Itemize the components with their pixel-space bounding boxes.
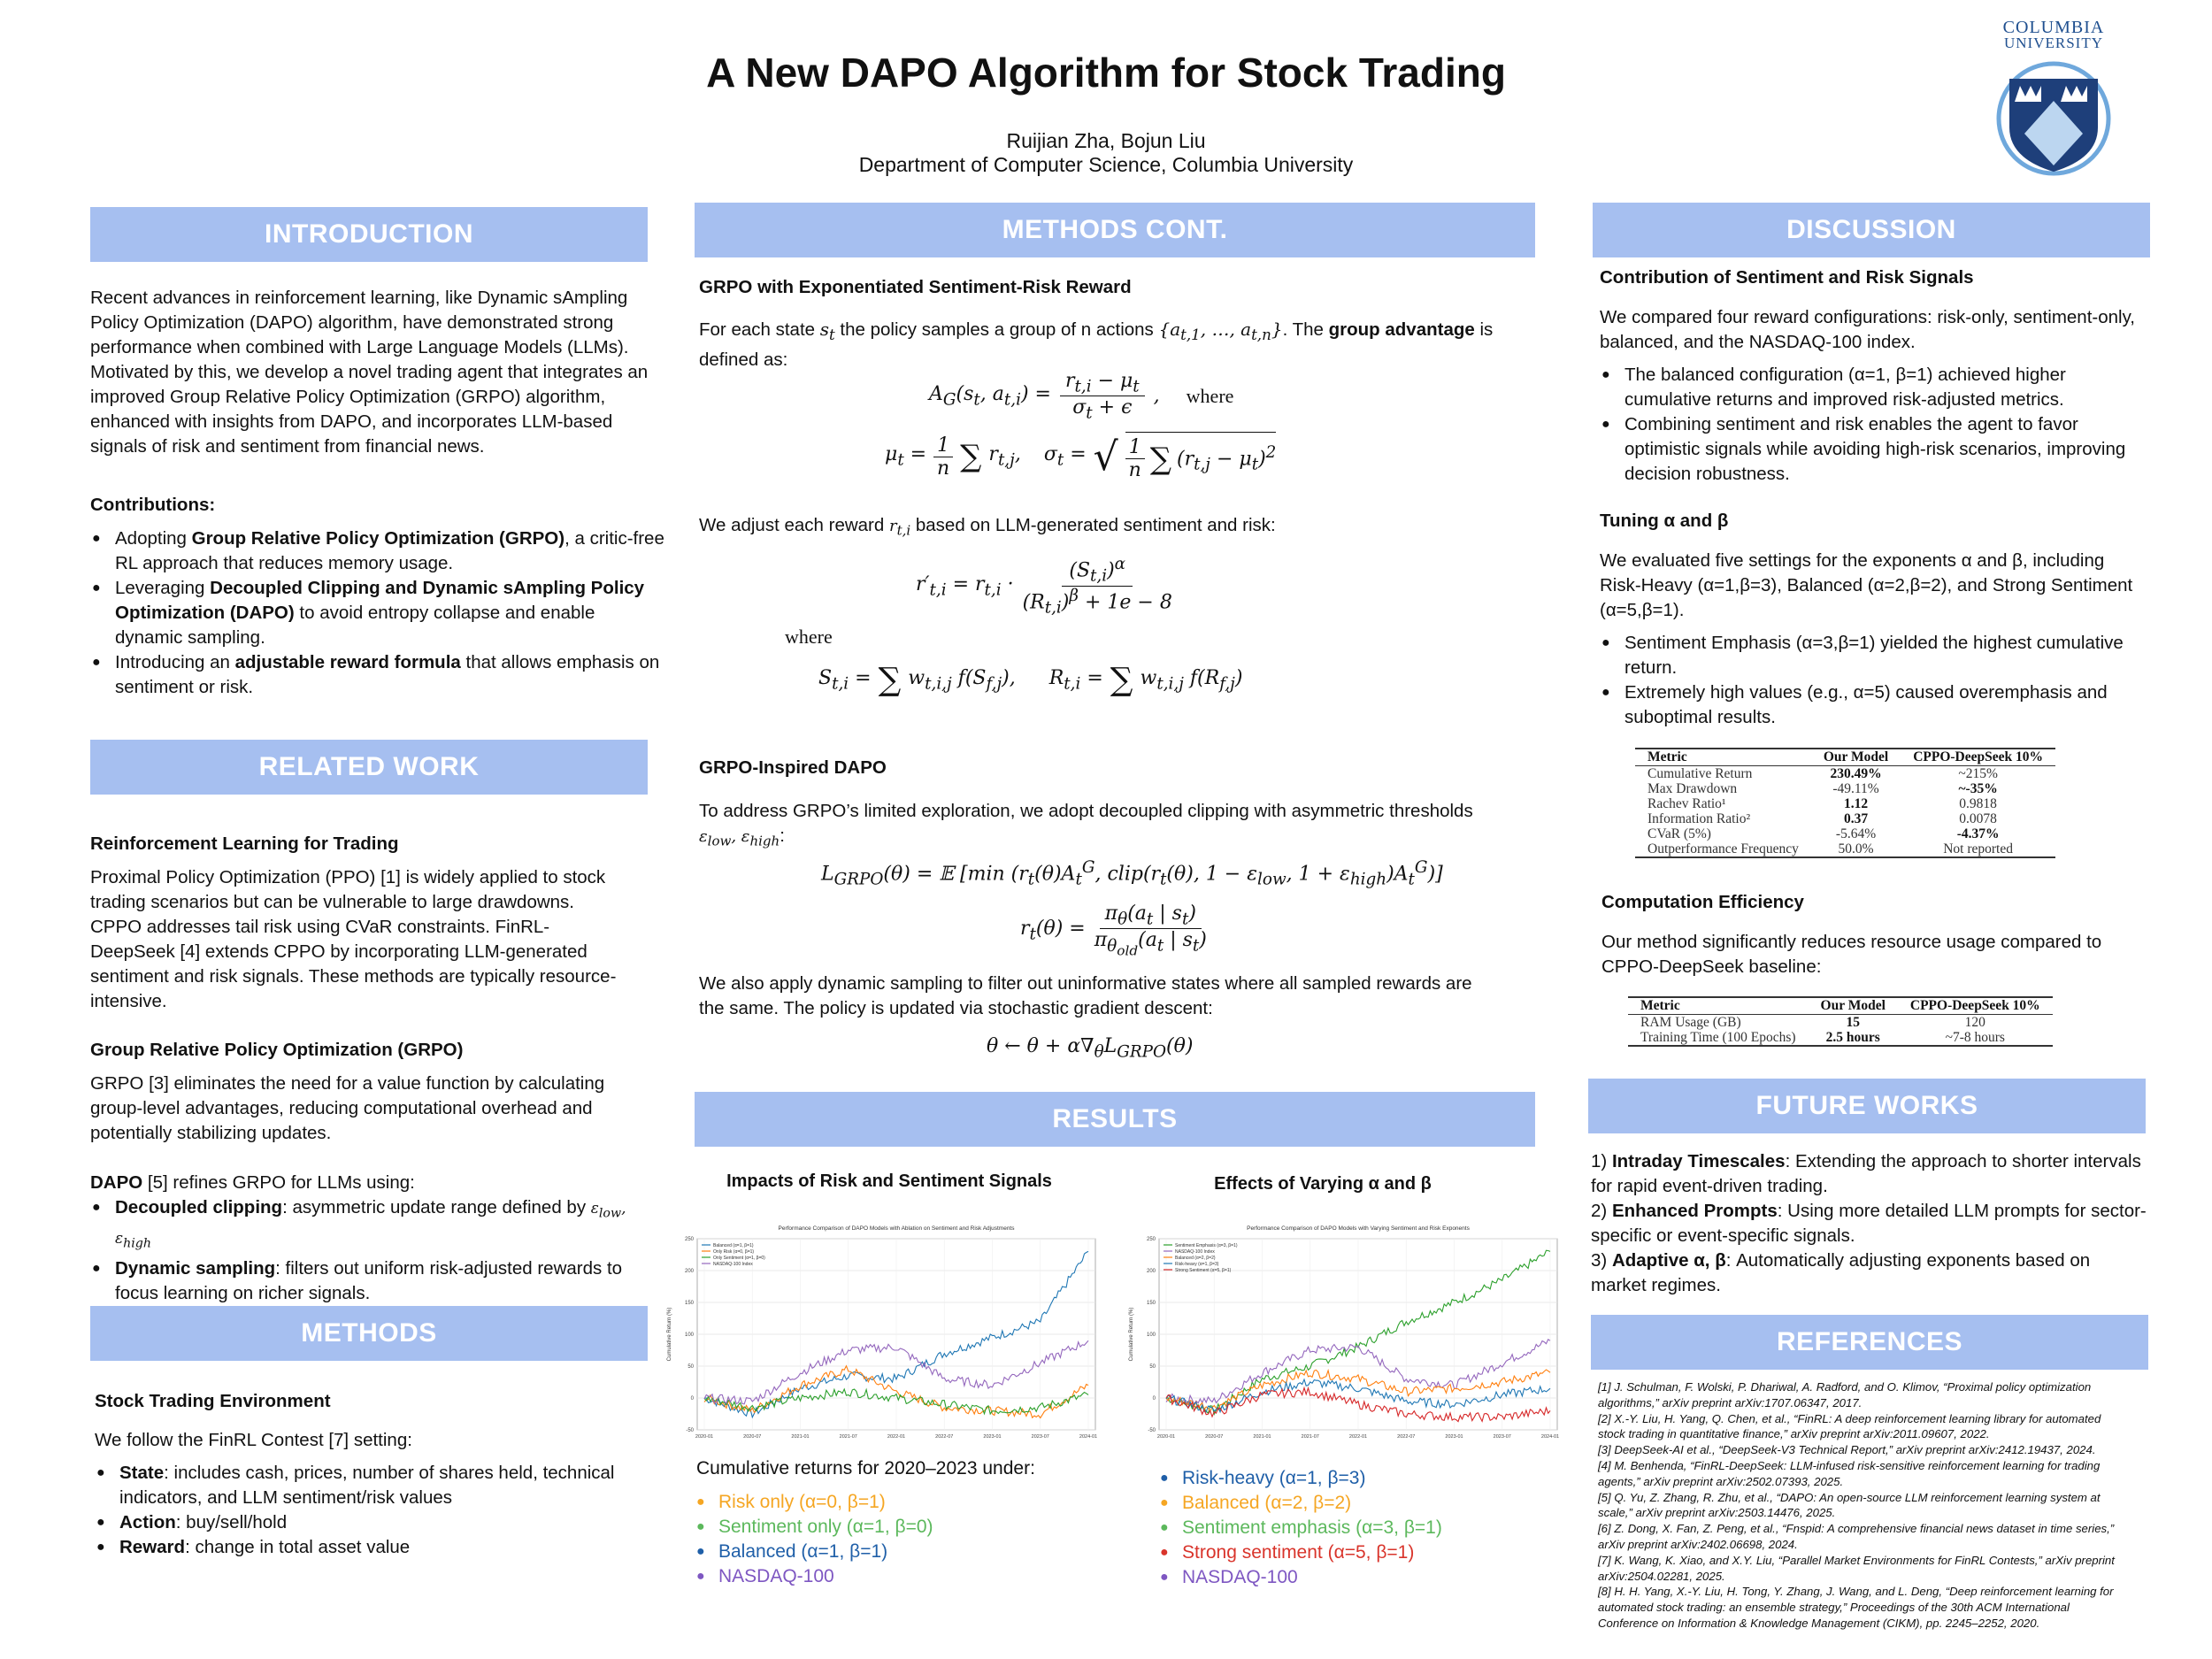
grpo-reward-heading: GRPO with Exponentiated Sentiment-Risk Reward <box>699 277 1132 297</box>
reference-item: [5] Q. Yu, Z. Zhang, R. Zhu, et al., “DAPO: An open-source LLM reinforcement learning system at scale,” arXiv preprint arXiv:2503.14476, 2025. <box>1598 1490 2101 1520</box>
table-cell: -4.37% <box>1956 826 2000 841</box>
y-tick-label: 200 <box>1146 1269 1156 1274</box>
list-item: ● Leveraging Decoupled Clipping and Dynamic sAmpling Policy Optimization (DAPO) to avoid entropy collapse and enable dynamic sampling. <box>90 576 665 650</box>
table-cell: ~7-8 hours <box>1945 1030 2005 1045</box>
legend-dot-icon: ● <box>696 1494 705 1509</box>
poster-authors: Ruijian Zha, Bojun Liu <box>1006 129 1206 152</box>
tuning-text: We evaluated five settings for the exponents α and β, including Risk-Heavy (α=1,β=3), Balanced (α=2,β=2), and Strong Sentiment (α=5,β=1). <box>1600 550 2133 620</box>
table-cell: 120 <box>1964 1015 1985 1030</box>
references-list <box>1598 1379 2129 1632</box>
rl-heading: Reinforcement Learning for Trading <box>90 833 399 854</box>
table-row <box>1635 826 2055 841</box>
resource-table <box>1628 996 2053 1047</box>
future-works-list <box>1591 1149 2148 1298</box>
methods-cont-banner: METHODS CONT. <box>695 203 1535 257</box>
x-tick-label: 2022-01 <box>887 1434 906 1440</box>
x-tick-label: 2020-07 <box>743 1434 762 1440</box>
table-header: Our Model <box>1809 997 1898 1015</box>
table-cell: 2.5 hours <box>1825 1030 1880 1045</box>
table-cell: -49.11% <box>1832 781 1879 796</box>
adjust-reward-text: We adjust each reward $r_{t,i}$ based on LLM-generated sentiment and risk: <box>699 515 1276 539</box>
table-header: CPPO-DeepSeek 10% <box>1901 749 2055 766</box>
logo-text-2: UNIVERSITY <box>2004 35 2103 51</box>
table-cell: 50.0% <box>1838 841 1874 856</box>
chart2-title: Effects of Varying α and β <box>1214 1174 1432 1194</box>
intro-paragraph: Recent advances in reinforcement learning, like Dynamic sAmpling Policy Optimization (DAPO) algorithm, have demonstrated strong performance when combined with Large Language Models (LLMs). Motivated by this, we develop a novel trading agent that integrates an improved Group Relative Policy Optimization (GRPO) algorithm, enhanced with insights from DAPO, and incorporates LLM-based signals of risk and sentiment from financial news. <box>90 288 649 457</box>
y-tick-label: 50 <box>1149 1364 1156 1370</box>
legend-label: Sentiment Emphasis (α=3, β=1) <box>1175 1243 1238 1248</box>
y-tick-label: 50 <box>687 1364 694 1370</box>
grpo-loss-formula: $L_{GRPO}(\theta)$ = 𝔼 [min ($r_t(\theta)A_t^G$, $clip(r_t(\theta)$, $1 - \varepsilon_{low}$, $1 + \varepsilon_{high})A_t^G$)] <box>821 858 1443 889</box>
y-axis-label: Cumulative Return (%) <box>667 1307 672 1362</box>
dapo-method-text: To address GRPO’s limited exploration, we adopt decoupled clipping with asymmetric thresholds $\varepsilon_{low}$, $\varepsilon_{high}$: <box>699 801 1473 849</box>
legend2 <box>1160 1466 1442 1590</box>
legend-dot-icon: ● <box>1160 1545 1169 1560</box>
references-banner: REFERENCES <box>1591 1315 2148 1370</box>
x-tick-label: 2024-01 <box>1079 1434 1098 1440</box>
legend1-item: ● NASDAQ-100 <box>696 1564 933 1589</box>
y-tick-label: 200 <box>684 1269 694 1274</box>
table-header: Metric <box>1628 997 1809 1015</box>
list-item: 2) Enhanced Prompts: Using more detailed LLM prompts for sector-specific or event-specific signals. <box>1591 1201 2147 1246</box>
intro-banner: INTRODUCTION <box>90 207 648 262</box>
list-item: ● State: includes cash, prices, number of shares held, technical indicators, and LLM sentiment/risk values <box>95 1461 661 1510</box>
table-row <box>1635 811 2055 826</box>
list-item: ● Decoupled clipping: asymmetric update range defined by $\varepsilon_{low}$, $\varepsilon_{high}$ <box>90 1195 665 1256</box>
table-cell: -5.64% <box>1835 826 1877 841</box>
y-tick-label: 100 <box>1146 1333 1156 1338</box>
list-item: ● Sentiment Emphasis (α=3,β=1) yielded the highest cumulative return. <box>1600 631 2148 680</box>
table-cell: 1.12 <box>1843 796 1869 811</box>
contributions-heading: Contributions: <box>90 495 216 515</box>
list-item: ● The balanced configuration (α=1, β=1) achieved higher cumulative returns and improved risk-adjusted metrics. <box>1600 363 2153 412</box>
table-cell: Training Time (100 Epochs) <box>1640 1030 1796 1045</box>
reference-item: [6] Z. Dong, X. Fan, Z. Peng, et al., “Fnspid: A comprehensive financial news dataset in time series,” arXiv preprint arXiv:2402.06698, 2024. <box>1598 1522 2115 1551</box>
grpo-heading: Group Relative Policy Optimization (GRPO) <box>90 1040 464 1060</box>
x-tick-label: 2021-07 <box>1301 1434 1319 1440</box>
group-advantage-text: For each state $s_t$ the policy samples a group of n actions {$a_{t,1}$, …, $a_{t,n}$}. The group advantage is defined as: <box>699 319 1494 370</box>
y-tick-label: 250 <box>1146 1237 1156 1242</box>
dynamic-sampling-text: We also apply dynamic sampling to filter out uninformative states where all sampled rewards are the same. The policy is updated via stochastic gradient descent: <box>699 973 1472 1018</box>
x-tick-label: 2023-07 <box>1031 1434 1049 1440</box>
dapo-method-heading: GRPO-Inspired DAPO <box>699 757 887 778</box>
legend-label: Only Sentiment (α=1, β=0) <box>713 1256 765 1261</box>
x-tick-label: 2024-01 <box>1540 1434 1560 1440</box>
legend1-item: ● Risk only (α=0, β=1) <box>696 1490 933 1515</box>
reference-item: [1] J. Schulman, F. Wolski, P. Dhariwal, A. Radford, and O. Klimov, “Proximal policy optimization algorithms,” arXiv preprint arXiv:1707.06347, 2017. <box>1598 1380 2092 1409</box>
contrib-signals-list <box>1600 363 2153 487</box>
legend-dot-icon: ● <box>696 1569 705 1584</box>
table-cell: ~-35% <box>1958 781 1998 796</box>
legend1-item: ● Sentiment only (α=1, β=0) <box>696 1515 933 1540</box>
table-header: Our Model <box>1811 749 1901 766</box>
y-tick-label: -50 <box>686 1428 694 1433</box>
table-row <box>1635 766 2055 782</box>
legend-label: Balanced (α=2, β=2) <box>1175 1256 1216 1261</box>
legend1 <box>696 1490 933 1589</box>
list-item: ● Introducing an adjustable reward formula that allows emphasis on sentiment or risk. <box>90 650 665 700</box>
y-tick-label: 150 <box>684 1301 694 1306</box>
chart-inner-title: Performance Comparison of DAPO Models with Varying Sentiment and Risk Exponents <box>1247 1225 1470 1232</box>
legend-dot-icon: ● <box>1160 1471 1169 1486</box>
legend-label: Only Risk (α=0, β=1) <box>713 1249 755 1255</box>
list-item: ● Adopting Group Relative Policy Optimization (GRPO), a critic-free RL approach that reduces memory usage. <box>90 526 665 576</box>
mean-std-formula: $\mu_t$ = $\frac{1}{n}$ ∑ $r_{t,j}$, $\sigma_t$ = √ 1 n ∑ $(r_{t,j} - \mu_t)^2$ <box>885 432 1276 481</box>
legend-dot-icon: ● <box>696 1519 705 1534</box>
y-axis-label: Cumulative Return (%) <box>1129 1307 1134 1362</box>
y-tick-label: 150 <box>1146 1301 1156 1306</box>
table-cell: 15 <box>1846 1015 1860 1030</box>
x-tick-label: 2022-07 <box>1397 1434 1416 1440</box>
x-tick-label: 2021-01 <box>1253 1434 1271 1440</box>
list-item: ● Reward: change in total asset value <box>95 1535 661 1560</box>
where-label: where <box>1186 384 1234 407</box>
table-row <box>1635 796 2055 811</box>
table-cell: 0.0078 <box>1959 811 1997 826</box>
discussion-banner: DISCUSSION <box>1593 203 2150 257</box>
chart2 <box>1124 1219 1566 1440</box>
x-tick-label: 2022-07 <box>935 1434 954 1440</box>
legend-dot-icon: ● <box>1160 1495 1169 1510</box>
contrib-signals-text: We compared four reward configurations: risk-only, sentiment-only, balanced, and the NASDAQ-100 index. <box>1600 307 2136 352</box>
x-tick-label: 2023-07 <box>1493 1434 1511 1440</box>
tuning-list <box>1600 631 2148 730</box>
sentiment-risk-formula: $S_{t,i}$ = ∑ $w_{t,i,j}$ $f(S_{f,j})$, $R_{t,i}$ = ∑ $w_{t,i,j}$ $f(R_{f,j})$ <box>818 662 1243 698</box>
reference-item: [2] X.-Y. Liu, H. Yang, Q. Chen, et al., “FinRL: A deep reinforcement learning library for automated stock trading in quantitative finance,” arXiv preprint arXiv:2011.09607, 2022. <box>1598 1411 2101 1441</box>
list-item: ● Combining sentiment and risk enables the agent to favor optimistic signals while avoiding high-risk scenarios, improving decision robustness. <box>1600 412 2153 487</box>
legend-label: Balanced (α=1, β=1) <box>713 1243 754 1248</box>
table-header: CPPO-DeepSeek 10% <box>1898 997 2053 1015</box>
x-tick-label: 2021-07 <box>839 1434 857 1440</box>
list-item: ● Extremely high values (e.g., α=5) caused overemphasis and suboptimal results. <box>1600 680 2148 730</box>
x-tick-label: 2023-01 <box>1445 1434 1463 1440</box>
x-tick-label: 2020-07 <box>1205 1434 1224 1440</box>
adjusted-reward-formula: $r'_{t,i} = r_{t,i}$ · $(S_{t,i})^\alpha$ $(R_{t,i})^\beta + 1e - 8$ <box>916 555 1172 618</box>
legend2-item: ● Risk-heavy (α=1, β=3) <box>1160 1466 1442 1491</box>
y-tick-label: 250 <box>684 1237 694 1242</box>
ratio-formula: $r_t(\theta)$ = $\pi_\theta(a_t$ | $s_t$) $\pi_{\theta_{old}}(a_t$ | $s_t$) <box>1020 902 1207 959</box>
x-tick-label: 2020-01 <box>695 1434 714 1440</box>
columbia-logo <box>1978 18 2129 181</box>
table-row <box>1628 1015 2053 1031</box>
x-tick-label: 2020-01 <box>1156 1434 1176 1440</box>
table-cell: ~215% <box>1958 766 1998 781</box>
table-cell: 0.37 <box>1843 811 1869 826</box>
legend-label: NASDAQ-100 Index <box>1175 1249 1215 1255</box>
env-list <box>95 1461 661 1560</box>
reference-item: [4] M. Benhenda, “FinRL-DeepSeek: LLM-infused risk-sensitive reinforcement learning for trading agents,” arXiv preprint arXiv:2502.07393, 2025. <box>1598 1458 2101 1488</box>
legend-label: NASDAQ-100 Index <box>713 1262 753 1267</box>
reference-item: [3] DeepSeek-AI et al., “DeepSeek-V3 Technical Report,” arXiv preprint arXiv:2412.19437, 2024. <box>1598 1443 2096 1457</box>
dapo-list <box>90 1195 665 1306</box>
computation-text: Our method significantly reduces resource usage compared to CPPO-DeepSeek baseline: <box>1601 932 2102 977</box>
x-tick-label: 2022-01 <box>1348 1434 1368 1440</box>
y-tick-label: -50 <box>1148 1428 1156 1433</box>
table-row <box>1628 1030 2053 1046</box>
table-cell: RAM Usage (GB) <box>1640 1015 1741 1030</box>
list-item: 1) Intraday Timescales: Extending the approach to shorter intervals for rapid event-driven trading. <box>1591 1151 2141 1196</box>
table-cell: CVaR (5%) <box>1647 826 1711 841</box>
tuning-heading: Tuning α and β <box>1600 511 1729 531</box>
y-tick-label: 0 <box>1152 1396 1156 1402</box>
env-text: We follow the FinRL Contest [7] setting: <box>95 1430 412 1450</box>
poster-affiliation: Department of Computer Science, Columbia University <box>858 153 1354 176</box>
table-cell: Information Ratio² <box>1647 811 1751 826</box>
legend-dot-icon: ● <box>1160 1520 1169 1535</box>
table-row <box>1635 841 2055 857</box>
legend-dot-icon: ● <box>1160 1570 1169 1585</box>
advantage-formula: $A_G(s_t$, $a_{t,i}$) = $\frac{r_{t,i} - \mu_t}{\sigma_t + \epsilon}$ , where <box>929 370 1234 423</box>
computation-heading: Computation Efficiency <box>1601 892 1804 912</box>
legend2-item: ● Sentiment emphasis (α=3, β=1) <box>1160 1516 1442 1540</box>
methods-banner: METHODS <box>90 1306 648 1361</box>
legend2-item: ● NASDAQ-100 <box>1160 1565 1442 1590</box>
chart-inner-title: Performance Comparison of DAPO Models with Ablation on Sentiment and Risk Adjustments <box>778 1225 1015 1232</box>
results-caption: Cumulative returns for 2020–2023 under: <box>696 1458 1035 1479</box>
legend1-item: ● Balanced (α=1, β=1) <box>696 1540 933 1564</box>
legend2-item: ● Strong sentiment (α=5, β=1) <box>1160 1540 1442 1565</box>
table-cell: Cumulative Return <box>1647 766 1753 781</box>
sgd-formula: θ ← $\theta + \alpha\nabla_\theta L_{GRPO}(\theta)$ <box>987 1035 1194 1062</box>
reference-item: [7] K. Wang, K. Xiao, and X.Y. Liu, “Parallel Market Environments for FinRL Contests,” arXiv preprint arXiv:2504.02281, 2025. <box>1598 1553 2115 1583</box>
grpo-paragraph: GRPO [3] eliminates the need for a value function by calculating group-level advantages, reducing computational overhead and potentially stabilizing updates. <box>90 1073 605 1143</box>
legend-label: Risk-heavy (α=1, β=3) <box>1175 1262 1219 1267</box>
x-tick-label: 2021-01 <box>791 1434 810 1440</box>
reference-item: [8] H. H. Yang, X.-Y. Liu, H. Tong, Y. Zhang, J. Wang, and L. Deng, “Deep reinforcement learning for automated stock trading: an ensemble strategy,” Proceedings of the 30th ACM International Conference on Information & Knowledge Management (CIKM), pp. 2245–2252, 2020. <box>1598 1585 2114 1630</box>
contributions-list <box>90 526 665 700</box>
chart1-title: Impacts of Risk and Sentiment Signals <box>726 1171 1052 1191</box>
dapo-intro: DAPO [5] refines GRPO for LLMs using: <box>90 1172 415 1193</box>
legend-label: Strong Sentiment (α=5, β=1) <box>1175 1268 1232 1273</box>
table-cell: Not reported <box>1943 841 2013 856</box>
y-tick-label: 100 <box>684 1333 694 1338</box>
env-heading: Stock Trading Environment <box>95 1391 331 1411</box>
legend-dot-icon: ● <box>696 1544 705 1559</box>
list-item: ● Dynamic sampling: filters out uniform risk-adjusted rewards to focus learning on richer signals. <box>90 1256 665 1306</box>
table-cell: 230.49% <box>1830 766 1882 781</box>
table-header: Metric <box>1635 749 1811 766</box>
y-tick-label: 0 <box>690 1396 694 1402</box>
table-cell: Max Drawdown <box>1647 781 1738 796</box>
related-work-banner: RELATED WORK <box>90 740 648 795</box>
rl-paragraph: Proximal Policy Optimization (PPO) [1] is widely applied to stock trading scenarios but can be vulnerable to large drawdowns. CPPO addresses tail risk using CVaR constraints. FinRL-DeepSeek [4] extends CPPO by incorporating LLM-generated sentiment and risk signals. These methods are typically resource-intensive. <box>90 867 617 1011</box>
list-item: ● Action: buy/sell/hold <box>95 1510 661 1535</box>
contrib-signals-heading: Contribution of Sentiment and Risk Signals <box>1600 267 1974 288</box>
x-tick-label: 2023-01 <box>983 1434 1002 1440</box>
table-row <box>1635 781 2055 796</box>
table-cell: Rachev Ratio¹ <box>1647 796 1726 811</box>
crown-shield-icon <box>1978 52 2129 176</box>
list-item: 3) Adaptive α, β: Automatically adjusting exponents based on market regimes. <box>1591 1250 2091 1295</box>
table-cell: Outperformance Frequency <box>1647 841 1799 856</box>
legend2-item: ● Balanced (α=2, β=2) <box>1160 1491 1442 1516</box>
future-works-banner: FUTURE WORKS <box>1588 1079 2146 1133</box>
logo-text-1: COLUMBIA <box>2002 18 2105 37</box>
results-banner: RESULTS <box>695 1092 1535 1147</box>
metrics-table <box>1635 748 2055 858</box>
where-label-2: where <box>785 626 833 648</box>
chart1 <box>662 1219 1104 1440</box>
table-cell: 0.9818 <box>1959 796 1997 811</box>
poster-title: A New DAPO Algorithm for Stock Trading <box>706 50 1506 96</box>
